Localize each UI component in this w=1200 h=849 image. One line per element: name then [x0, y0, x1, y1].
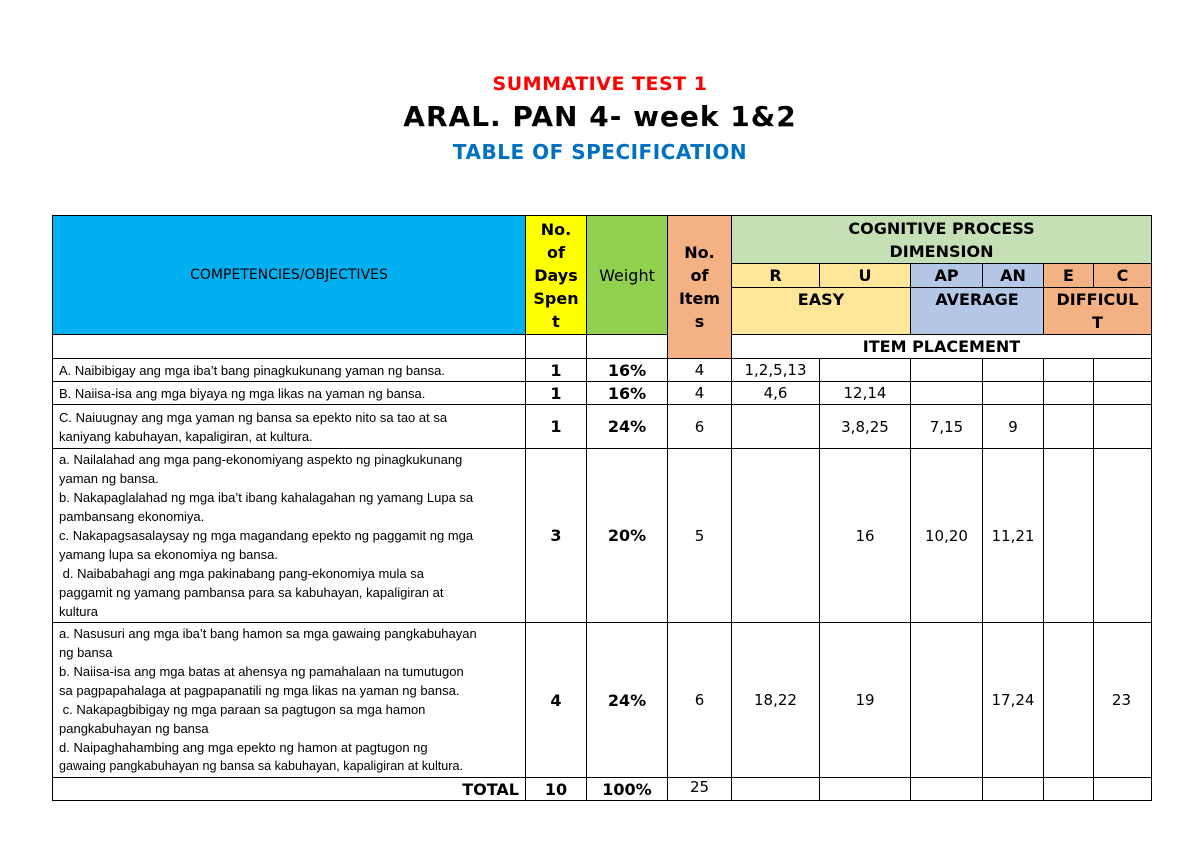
summative-test-title: SUMMATIVE TEST 1 — [492, 73, 708, 95]
days-cell: 4 — [526, 623, 587, 778]
total-weight: 100% — [587, 778, 668, 801]
weight-cell: 24% — [587, 623, 668, 778]
placement-an — [983, 382, 1044, 405]
placement-c — [1094, 449, 1152, 623]
total-row — [53, 778, 1152, 801]
items-cell: 6 — [668, 405, 732, 449]
header-spacer — [526, 335, 587, 359]
weight-cell: 16% — [587, 359, 668, 382]
placement-r: 4,6 — [732, 382, 820, 405]
header-competencies: COMPETENCIES/OBJECTIVES — [53, 216, 526, 335]
table-row — [53, 405, 1152, 449]
placement-c — [1094, 405, 1152, 449]
placement-e — [1044, 623, 1094, 778]
placement-c — [1094, 382, 1152, 405]
placement-ap — [911, 359, 983, 382]
placement-u: 16 — [820, 449, 911, 623]
level-r: R — [732, 264, 820, 288]
placement-an — [983, 359, 1044, 382]
header-days-spent: No. of Days Spen t — [526, 216, 587, 335]
placement-r — [732, 405, 820, 449]
total-days: 10 — [526, 778, 587, 801]
placement-ap: 10,20 — [911, 449, 983, 623]
days-cell: 1 — [526, 405, 587, 449]
placement-u — [820, 359, 911, 382]
placement-an: 9 — [983, 405, 1044, 449]
placement-e — [1044, 382, 1094, 405]
total-empty-cell — [820, 778, 911, 801]
placement-ap — [911, 623, 983, 778]
group-average: AVERAGE — [911, 288, 1044, 335]
placement-e — [1044, 359, 1094, 382]
days-cell: 3 — [526, 449, 587, 623]
placement-ap — [911, 382, 983, 405]
total-items: 25 — [668, 778, 732, 801]
items-cell: 5 — [668, 449, 732, 623]
competency-cell: C. Naiuugnay ang mga yaman ng bansa sa epekto nito sa tao at sa kaniyang kabuhayan, kapaligiran, at kultura. — [53, 405, 526, 449]
table-row — [53, 382, 1152, 405]
items-cell: 4 — [668, 382, 732, 405]
items-cell: 6 — [668, 623, 732, 778]
total-label: TOTAL — [53, 778, 526, 801]
header-spacer — [587, 335, 668, 359]
items-cell: 4 — [668, 359, 732, 382]
level-u: U — [820, 264, 911, 288]
placement-e — [1044, 405, 1094, 449]
table-of-specification-title: TABLE OF SPECIFICATION — [452, 140, 748, 164]
header-item-placement: ITEM PLACEMENT — [732, 335, 1152, 359]
total-empty-cell — [983, 778, 1044, 801]
placement-r: 1,2,5,13 — [732, 359, 820, 382]
table-row — [53, 359, 1152, 382]
placement-u: 19 — [820, 623, 911, 778]
placement-e — [1044, 449, 1094, 623]
total-empty-cell — [911, 778, 983, 801]
competency-cell: a. Nasusuri ang mga iba’t bang hamon sa mga gawaing pangkabuhayan ng bansa b. Naiisa-isa ang mga batas at ahensya ng pamahalaan na tumutugon sa pagpapahalaga at pagpapanatili ng mga likas na yaman ng bansa. c. Nakapagbibigay ng mga paraan sa pagtugon sa mga hamon pangkabuhayan ng bansa d. Naipaghahambing ang mga epekto ng hamon at pagtugon ng gawaing pangkabuhayan ng bansa sa kabuhayan, kapaligiran at kultura. — [53, 623, 526, 778]
total-empty-cell — [732, 778, 820, 801]
group-difficult: DIFFICUL T — [1044, 288, 1152, 335]
total-empty-cell — [1094, 778, 1152, 801]
header-spacer — [53, 335, 526, 359]
group-easy: EASY — [732, 288, 911, 335]
competency-cell: A. Naibibigay ang mga iba’t bang pinagkukunang yaman ng bansa. — [53, 359, 526, 382]
days-cell: 1 — [526, 382, 587, 405]
header-cognitive-process: COGNITIVE PROCESS DIMENSION — [732, 216, 1152, 264]
competency-cell: B. Naiisa-isa ang mga biyaya ng mga likas na yaman ng bansa. — [53, 382, 526, 405]
days-cell: 1 — [526, 359, 587, 382]
subject-title: ARAL. PAN 4- week 1&2 — [403, 100, 797, 133]
placement-an: 17,24 — [983, 623, 1044, 778]
placement-r — [732, 449, 820, 623]
placement-u: 3,8,25 — [820, 405, 911, 449]
specification-table — [52, 215, 1152, 801]
competency-cell: a. Nailalahad ang mga pang-ekonomiyang aspekto ng pinagkukunang yaman ng bansa. b. Nakapaglalahad ng mga iba’t ibang kahalagahan ng yamang Lupa sa pambansang ekonomiya. c. Nakapagsasalaysay ng mga magandang epekto ng paggamit ng mga yamang lupa sa ekonomiya ng bansa. d. Naibabahagi ang mga pakinabang pang-ekonomiya mula sa paggamit ng yamang pambansa para sa kabuhayan, kapaligiran at kultura — [53, 449, 526, 623]
placement-u: 12,14 — [820, 382, 911, 405]
placement-an: 11,21 — [983, 449, 1044, 623]
placement-r: 18,22 — [732, 623, 820, 778]
table-row — [53, 449, 1152, 623]
level-an: AN — [983, 264, 1044, 288]
weight-cell: 16% — [587, 382, 668, 405]
level-e: E — [1044, 264, 1094, 288]
header-weight: Weight — [587, 216, 668, 335]
total-empty-cell — [1044, 778, 1094, 801]
weight-cell: 20% — [587, 449, 668, 623]
placement-c: 23 — [1094, 623, 1152, 778]
placement-c — [1094, 359, 1152, 382]
level-c: C — [1094, 264, 1152, 288]
table-row — [53, 623, 1152, 778]
placement-ap: 7,15 — [911, 405, 983, 449]
level-ap: AP — [911, 264, 983, 288]
weight-cell: 24% — [587, 405, 668, 449]
header-no-of-items: No. of Item s — [668, 216, 732, 359]
